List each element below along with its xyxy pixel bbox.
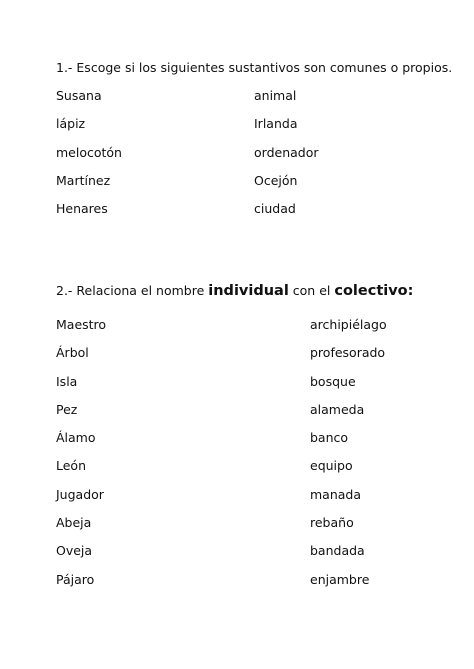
word-item: archipiélago [310, 317, 387, 332]
word-item: Irlanda [254, 116, 298, 132]
word-item: bosque [310, 373, 356, 389]
word-item: Pájaro [56, 571, 95, 587]
word-item: alameda [310, 401, 365, 417]
word-item: Oveja [56, 543, 93, 559]
word-item: Martínez [56, 172, 111, 188]
word-item: ciudad [254, 201, 296, 217]
exercise-2-right-column [310, 316, 387, 599]
word-item: Henares [56, 201, 108, 217]
word-item: profesorado [310, 345, 386, 361]
word-item: Árbol [56, 345, 89, 361]
word-item: enjambre [310, 571, 370, 587]
word-item: manada [310, 486, 362, 502]
word-item: rebaño [310, 515, 354, 531]
exercise-2-left-column [56, 316, 106, 599]
word-item: Maestro [56, 317, 107, 332]
exercise-2-bold-colectivo: colectivo: [334, 283, 414, 299]
word-item: Ocejón [254, 172, 298, 188]
word-item: Susana [56, 88, 102, 103]
exercise-2-title-middle: con el [292, 283, 331, 298]
word-item: Pez [56, 401, 78, 417]
exercise-1-right-column [254, 87, 319, 228]
word-item: animal [254, 88, 297, 103]
exercise-1-left-column [56, 87, 122, 228]
word-item: lápiz [56, 116, 86, 132]
word-item: banco [310, 430, 349, 446]
word-item: equipo [310, 458, 353, 474]
exercise-2-title-prefix: 2.- Relaciona el nombre [56, 283, 205, 298]
exercise-2-title [56, 283, 413, 299]
word-item: melocotón [56, 144, 122, 160]
word-item: Isla [56, 373, 78, 389]
word-item: Álamo [56, 430, 96, 446]
word-item: Abeja [56, 515, 92, 531]
exercise-1-title: 1.- Escoge si los siguientes sustantivos son comunes o propios. [56, 60, 453, 75]
word-item: León [56, 458, 87, 474]
word-item: ordenador [254, 144, 319, 160]
exercise-2-bold-individual: individual [208, 283, 289, 299]
word-item: Jugador [56, 486, 104, 502]
word-item: bandada [310, 543, 365, 559]
